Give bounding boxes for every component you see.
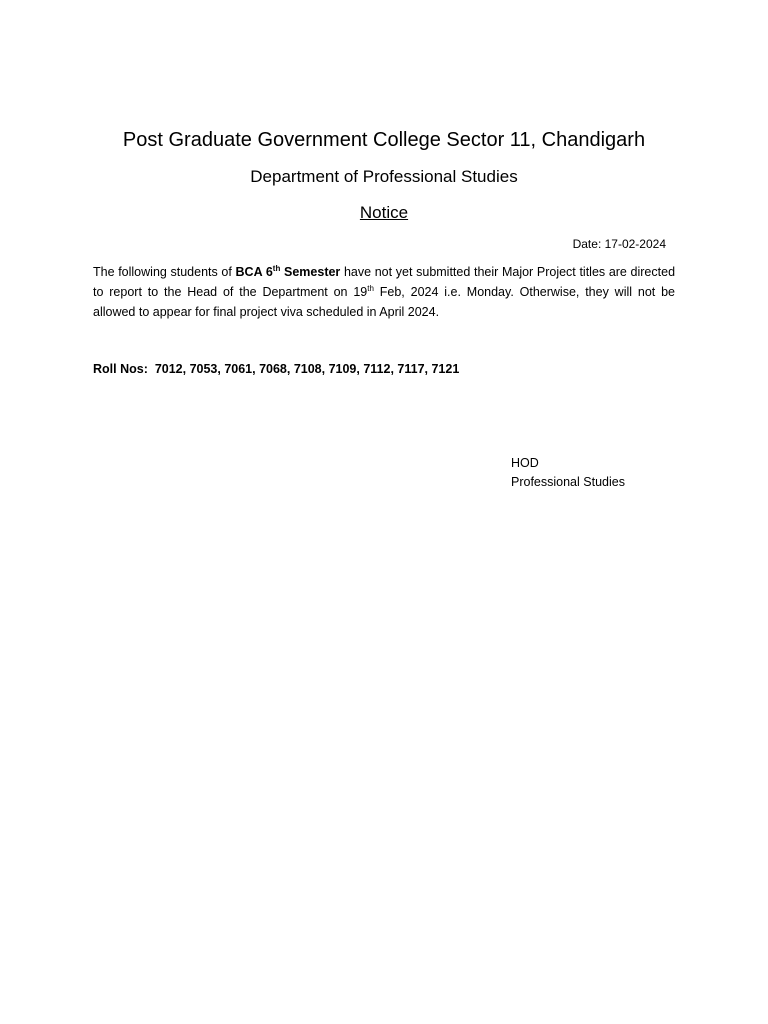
- body-class-bold: [236, 265, 341, 279]
- body-semester: Semester: [280, 265, 341, 279]
- notice-date: Date: 17-02-2024: [572, 237, 666, 251]
- roll-numbers-line: [93, 359, 459, 379]
- college-title: Post Graduate Government College Sector 11, Chandigarh: [122, 129, 646, 151]
- notice-body: [93, 262, 675, 322]
- body-text-1: The following students of: [93, 265, 236, 279]
- notice-heading-text: Notice: [359, 203, 409, 222]
- roll-label: Roll Nos:: [93, 362, 148, 376]
- department-title: Department of Professional Studies: [250, 167, 518, 186]
- body-date-sup: th: [367, 283, 374, 293]
- body-text-2: have not yet submitted their Major Project titles are directed to report to the Head of the Department on 19: [93, 265, 676, 299]
- body-class-name: BCA 6: [235, 265, 273, 279]
- signature-block: [511, 454, 625, 492]
- signature-title: HOD: [511, 456, 539, 470]
- roll-numbers: 7012, 7053, 7061, 7068, 7108, 7109, 7112, 7117, 7121: [154, 362, 460, 376]
- notice-heading: [0, 201, 768, 225]
- signature-department: Professional Studies: [511, 475, 625, 489]
- body-text-3: Feb, 2024 i.e. Monday. Otherwise, they will not be allowed to appear for final project viva scheduled in April 2024.: [93, 285, 675, 319]
- body-class-sup: th: [272, 263, 281, 273]
